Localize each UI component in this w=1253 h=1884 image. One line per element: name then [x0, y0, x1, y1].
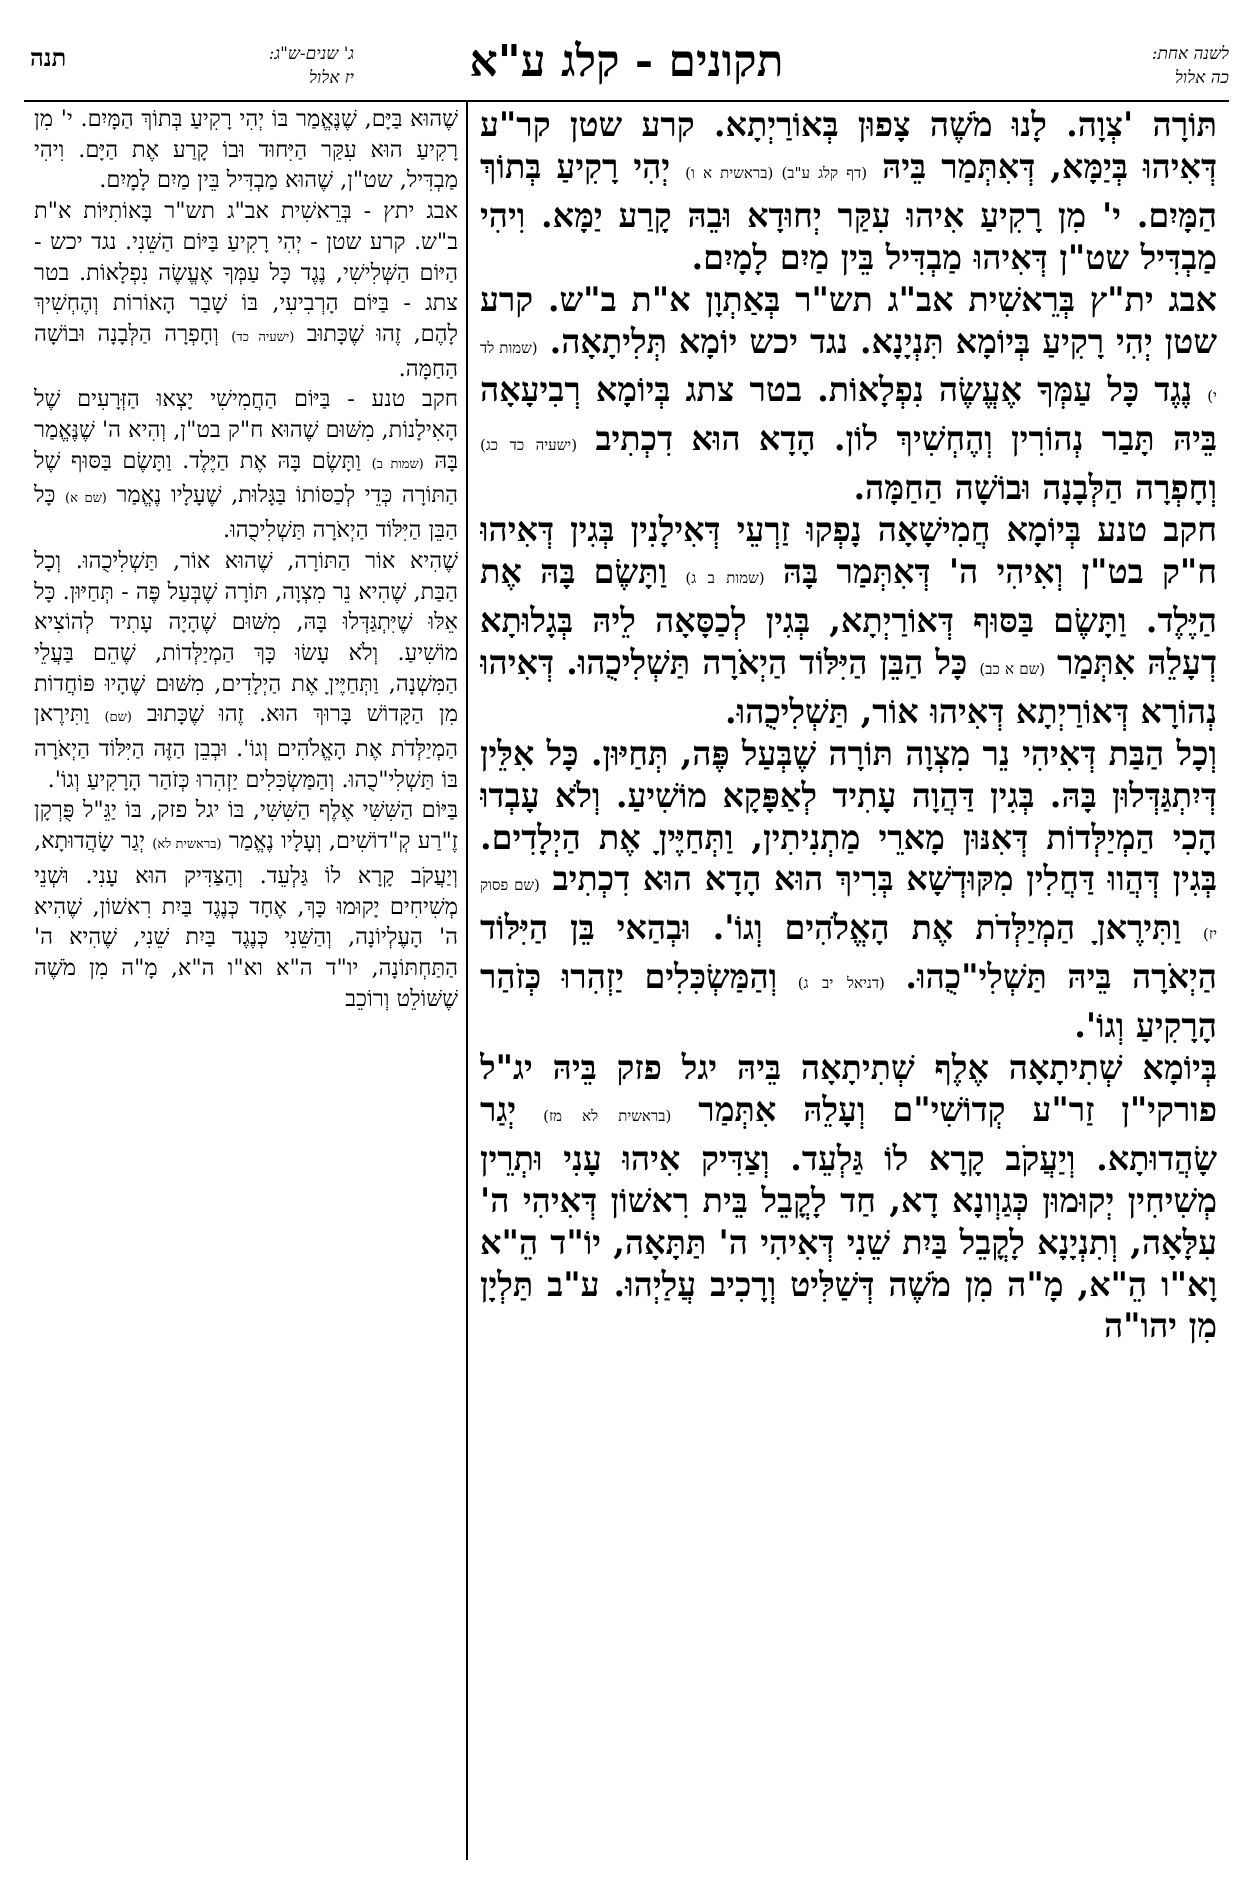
main-paragraph: תּוֹרָה 'צְוָה. לָנוּ מֹשֶׁה צָפוּן בְּאוֹרַיְתָא. קרע שטן קר"ע דְּאִיהוּ בְּיַמָּא, דְּאִתְּמַר בֵּיהּ (דף קלג ע"ב) (בראשית א ו) יְהִי רָקִיעַ בְּתוֹךְ הַמָּיִם. י' מִן רָקִיעַ אִיהוּ עִקַּר יְחוּדָא וּבֵהּ קָרַע יַמָּא. וִיהִי מַבְדִּיל שט"ן דְּאִיהוּ מַבְדִּיל בֵּין מַיִם לָמָיִם. — [480, 105, 1217, 277]
source-reference: (שם פסוק יז) — [480, 876, 1217, 944]
source-reference: (שם) — [104, 710, 132, 726]
page-title: תקונים - קלג ע"א — [469, 36, 784, 87]
source-reference: (דניאל יב ג) — [797, 974, 885, 993]
main-paragraph: בְּיוֹמָא שְׁתִיתָאָה אֶלֶף שְׁתִיתָאָה בֵּיהּ יגל פזק בֵּיהּ יג"ל פורקי"ן זַר"ע קְדוֹשִׁי"ם וְעָלֵהּ אִתְּמַר (בראשית לא מז) יְגַר שָׂהֲדוּתָא. וְיַעֲקֹב קָרָא לוֹ גַּלְעֵד. וְצַדִּיק אִיהוּ עָנִי וּתְרֵין מְשִׁיחִין יְקוּמוּן כְּגַוְונָא דָא, חַד לָקֳבֵל בֵּית רִאשׁוֹן דְּאִיהִי ה' עִלָּאָה, וְתִנְיָנָא לָקֳבֵל בַּיִת שֵׁנִי דְּאִיהִי ה' תַּתָּאָה, יוֹ"ד הֵ"א וָא"ו הֵ"א, מָ"ה מִן מֹשֶׁה דְּשַׁלִּיט וְרָכִיב עֲלַיְהוּ. ע"ב תַּלְיָן מִן יהו"ה — [480, 1048, 1217, 1346]
source-reference: (בראשית לא מז) — [543, 1106, 672, 1125]
commentary-column — [34, 104, 458, 1854]
schedule-one-year-label: לשנה אחת: — [1151, 44, 1229, 64]
schedule-one-year-date: כה אלול — [1174, 68, 1229, 88]
commentary-paragraph: חקב טנע - בַּיּוֹם הַחֲמִישִׁי יָצְאוּ הַזְּרָעִים שֶׁל הָאִילָנוֹת, מִשּׁוּם שֶׁהוּא ח"ק בט"ן, וְהִיא ה' שֶׁנֶּאֱמַר בָּהּ (שמות ב) וַתָּשֶׂם בָּהּ אֶת הַיֶּלֶד. וַתָּשֶׂם בַּסּוּף שֶׁל הַתּוֹרָה כְּדֵי לְכַסּוֹתוֹ בַּגָּלוּת, שֶׁעָלָיו נֶאֱמַר (שם א) כָּל הַבֵּן הַיִּלּוֹד הַיְאֹרָה תַּשְׁלִיכֻהוּ. — [34, 386, 458, 544]
commentary-paragraph: שֶׁהִיא אוֹר הַתּוֹרָה, שֶׁהוּא אוֹר, תַּשְׁלִיכֻהוּ. וְכָל הַבַּת, שֶׁהִיא נֵר מִצְוָה, תּוֹרָה שֶׁבְּעַל פֶּה - תְּחַיּוּן. כָּל אֵלּוּ שֶׁיִּתְגַּדְּלוּ בָּהּ, מִשּׁוּם שֶׁהָיָה עָתִיד לְהוֹצִיא מוֹשִׁיעַ. וְלֹא עָשׂוּ כָּךְ הַמְיַלְּדוֹת, שֶׁהֵם בַּעֲלֵי הַמִּשְׁנָה, וַתְּחַיֶּיןָ אֶת הַיְלָדִים, מִשּׁוּם שֶׁהָיוּ פּוֹחֲדוֹת מִן הַקָּדוֹשׁ בָּרוּךְ הוּא. זֶהוּ שֶׁכָּתוּב (שם) וַתִּירֶאןָ הַמְיַלְּדֹת אֶת הָאֱלֹהִים וְגוֹ'. וּבְבֵן הַזֶּה הַיִּלּוֹד הַיְאֹרָה בּוֹ תַּשְׁלִי"כֻהוּ. וְהַמַּשְׂכִּלִים יַזְהִרוּ כְּזֹהַר הָרָקִיעַ וְגוֹ'. — [34, 547, 458, 793]
schedule-three-years-label: ג' שנים-ש"ג: — [268, 44, 354, 64]
main-paragraph: חקב טנע בְּיוֹמָא חֲמִישָׁאָה נָפְקוּ זַרְעֵי דְּאִילָנִין בְּגִין דְּאִיהוּ ח"ק בט"ן וְאִיהִי ה' דְּאִתְּמַר בָּהּ (שמות ב ג) וַתָּשֶׂם בָּהּ אֶת הַיֶּלֶד. וַתָּשֶׂם בַּסּוּף דְּאוֹרַיְתָא, בְּגִין לְכַסָּאָה לֵיהּ בְּגָלוּתָא דְעָלֵהּ אִתְּמַר (שם א כב) כָּל הַבֵּן הַיִּלּוֹד הַיְאֹרָה תַּשְׁלִיכֻהוּ. דְּאִיהוּ נְהוֹרָא דְּאוֹרַיְתָא דְּאִיהוּ אוֹר, תַּשְׁלִיכֻהוּ. — [480, 510, 1217, 731]
source-reference: (דף קלג ע"ב) (בראשית א ו) — [685, 163, 868, 182]
commentary-paragraph: בַּיּוֹם הַשִּׁשִּׁי אֶלֶף הַשִּׁשִּׁי, בּוֹ יגל פזק, בּוֹ יַגֵּ"ל פֻּרְקָן זֶ"רַע קְ"דוֹשִׁים, וְעָלָיו נֶאֱמַר (בראשית לא) יְגַר שָׂהֲדוּתָא, וְיַעֲקֹב קָרָא לוֹ גַּלְעֵד. וְהַצַּדִּיק הוּא עָנִי. וּשְׁנֵי מְשִׁיחִים יָקוּמוּ כָּךְ, אֶחָד כְּנֶגֶד בַּיִת רִאשׁוֹן, שֶׁהִיא ה' הָעֶלְיוֹנָה, וְהַשֵּׁנִי כְּנֶגֶד בַּיִת שֵׁנִי, שֶׁהִיא ה' הַתַּחְתּוֹנָה, יו"ד ה"א וא"ו ה"א, מָ"ה מִן מֹשֶׁה שֶׁשּׁוֹלֵט וְרוֹכֵב — [34, 797, 458, 1012]
page-header — [24, 38, 1229, 100]
source-reference: (ישעיה כד) — [231, 329, 295, 345]
main-text-column — [480, 104, 1217, 1854]
header-rule — [24, 100, 1229, 102]
source-reference: (שמות ב ג) — [685, 569, 765, 588]
column-divider — [466, 100, 468, 1860]
commentary-paragraph: אבג יתץ - בְּרֵאשִׁית אב"ג תש"ר בָּאוֹתִיּוֹת א"ת ב"ש. קרע שטן - יְהִי רָקִיעַ בַּיּוֹם הַשֵּׁנִי. נגד יכש - הַיּוֹם הַשְּׁלִישִׁי, נֶגֶד כָּל עַמְּךָ אֶעֱשֶׂה נִפְלָאוֹת. בטר צתג - בַּיּוֹם הָרְבִיעִי, בּוֹ שָׁבַר הָאוֹרוֹת וְהֶחְשִׁיךְ לָהֶם, זֶהוּ שֶׁכָּתוּב (ישעיה כד) וְחָפְרָה הַלְּבָנָה וּבוֹשָׁה הַחַמָּה. — [34, 198, 458, 382]
source-reference: (שם א) — [65, 491, 107, 507]
source-reference: (בראשית לא) — [152, 837, 222, 853]
schedule-three-years-date: יז אלול — [308, 68, 354, 88]
main-paragraph: וְכָל הַבַּת דְּאִיהִי נֵר מִצְוָה תּוֹרָה שֶׁבְּעַל פֶּה, תְּחַיּוּן. כָּל אִלֵּין דְּיִתְגַּדְּלוּן בָּהּ. בְּגִין דַּהֲוָה עָתִיד לְאַפָּקָא מוֹשִׁיעַ. וְלֹא עָבְדוּ הָכִי הַמְיַלְּדוֹת דְּאִנּוּן מָארֵי מַתְנִיתִין, וַתְּחַיֶּיןָ אֶת הַיְלָדִים. בְּגִין דְּהֲווּ דַּחֲלִין מִקּוּדְשָׁא בְּרִיךְ הוּא הָדָא הוּא דִכְתִיב (שם פסוק יז) וַתִּירֶאןָ הַמְיַלְּדֹת אֶת הָאֱלֹהִים וְגוֹ'. וּבְהַאי בֵּן הַיִּלּוֹד הַיְאֹרָה בֵּיהּ תַּשְׁלִי"כֻהוּ. (דניאל יב ג) וְהַמַּשְׂכִּלִים יַזְהִרוּ כְּזֹהַר הָרָקִיעַ וְגוֹ'. — [480, 733, 1217, 1046]
main-paragraph: אבג ית"ץ בְּרֵאשִׁית אב"ג תש"ר בְּאַתְוָן א"ת ב"ש. קרע שטן יְהִי רָקִיעַ בְּיוֹמָא תִּנְיָנָא. נגד יכש יוֹמָא תְּלִיתָאָה. (שמות לד י) נֶגֶד כָּל עַמְּךָ אֶעֱשֶׂה נִפְלָאוֹת. בטר צתג בְּיוֹמָא רְבִיעָאָה בֵּיהּ תָּבַר נְהוֹרִין וְהֶחְשִׁיךְ לוֹן. הָדָא הוּא דִכְתִיב (ישעיה כד כג) וְחָפְרָה הַלְּבָנָה וּבוֹשָׁה הַחַמָּה. — [480, 279, 1217, 508]
page-number: תנה — [30, 43, 67, 72]
source-reference: (שמות ב) — [371, 456, 424, 472]
commentary-paragraph: שֶׁהוּא בַּיָּם, שֶׁנֶּאֱמַר בּוֹ יְהִי רָקִיעַ בְּתוֹךְ הַמָּיִם. י' מִן רָקִיעַ הוּא עִקַּר הַיִּחוּד וּבוֹ קָרַע אֶת הַיָּם. וִיהִי מַבְדִּיל, שט"ן, שֶׁהוּא מַבְדִּיל בֵּין מַיִם לָמָיִם. — [34, 106, 458, 194]
source-reference: (שמות לד י) — [480, 338, 1217, 406]
source-reference: (שם א כב) — [979, 659, 1046, 678]
source-reference: (ישעיה כד כג) — [480, 436, 578, 455]
